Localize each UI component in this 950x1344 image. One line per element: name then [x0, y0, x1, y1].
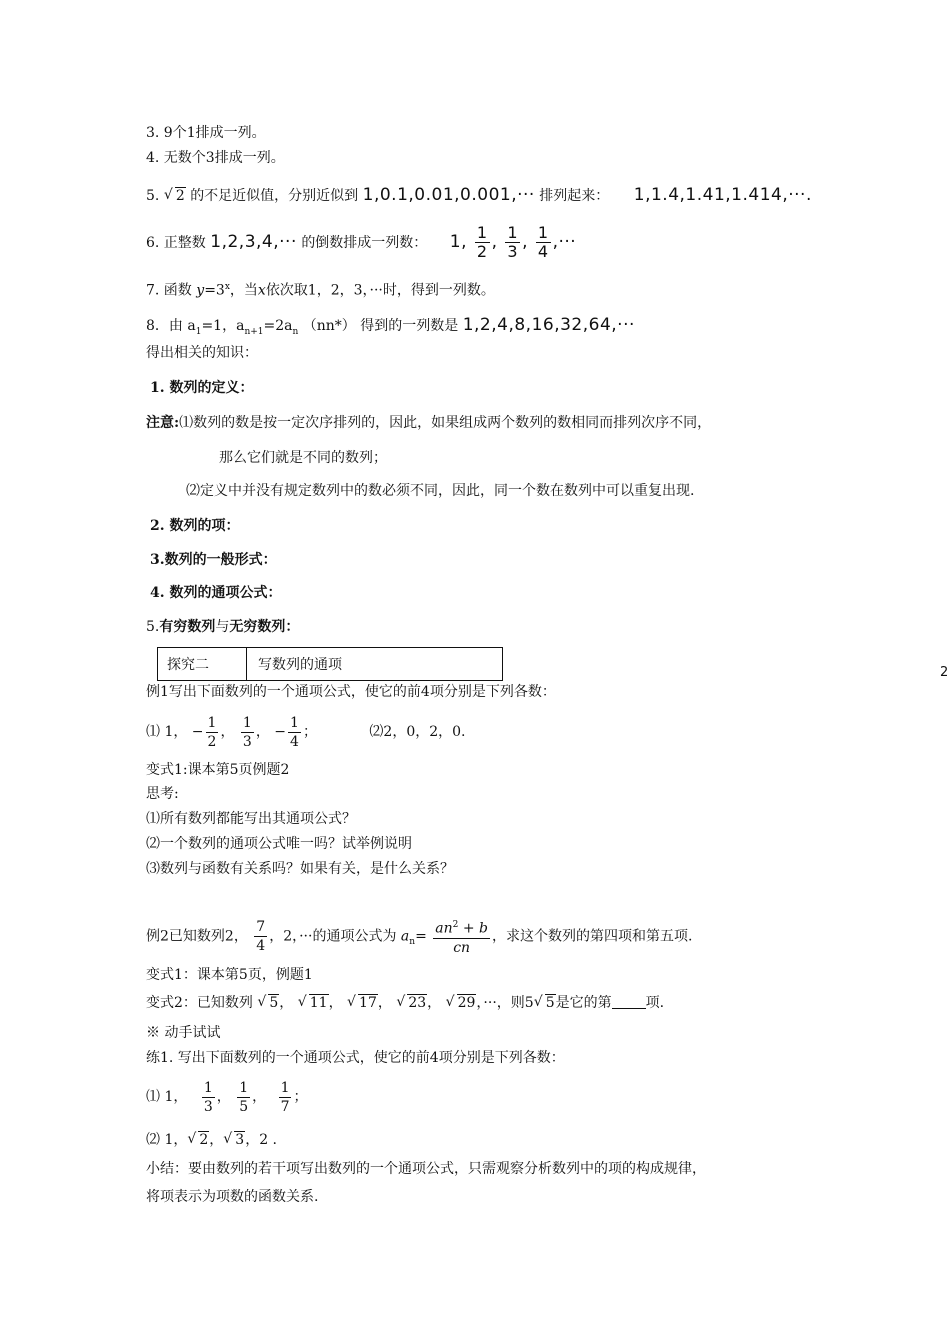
item-4: 4. 无数个3排成一列。 [146, 150, 285, 166]
think-q1: ⑴所有数列都能写出其通项公式？ [146, 811, 356, 827]
practice-1-part1: ⑴ 1， $\frac{1}{3}$ ， $\frac{1}{5}$ ， $\frac{1}{7}$ ； [146, 1079, 308, 1115]
think-label: 思考: [146, 786, 179, 802]
explore-label: 探究二 [167, 657, 209, 673]
item-5: 5. √ 2 的不足近似值，分别近似到 1,0.1,0.01,0.001,··· 排列起来： 1,1.4,1.41,1.414,···. [146, 186, 812, 205]
sqrt-2: √ 2 [164, 187, 186, 205]
try-it: ※ 动手试试 [146, 1025, 221, 1041]
explore-box [157, 647, 503, 681]
note-1: 注意:⑴数列的数是按一定次序排列的，因此，如果组成两个数列的数相同而排列次序不同， [146, 415, 712, 431]
formula-heading: 4. 数列的通项公式： [150, 585, 282, 601]
note-2: ⑵定义中并没有规定数列中的数必须不同，因此，同一个数在数列中可以重复出现. [186, 483, 695, 499]
seq-integers: 1,2,3,4,··· [210, 232, 297, 252]
example-1-parts: ⑴ 1， − $\frac{1}{2}$ ， $\frac{1}{3}$ ， − $\frac{1}{4}$ ； ⑵2，0，2，0. [146, 714, 466, 750]
variant-2: 变式2：已知数列 √ 5， √ 11， √ 17， √ 23， √ 29，···，则5√ 5是它的第 项. [146, 994, 664, 1012]
practice-1-part2: ⑵ 1，√ 2，√ 3，2 . [146, 1131, 277, 1149]
variant-1: 变式1:课本第5页例题2 [146, 762, 290, 778]
seq-reciprocals: 1, $\frac{1}{2}$ , $\frac{1}{3}$ , $\frac{1}{4}$ ,··· [449, 222, 577, 261]
seq-powers: 1,2,4,8,16,32,64,··· [462, 315, 635, 335]
think-q3: ⑶数列与函数有关系吗？如果有关，是什么关系？ [146, 861, 454, 877]
think-q2: ⑵一个数列的通项公式唯一吗？试举例说明 [146, 836, 412, 852]
general-heading: 3.数列的一般形式： [150, 552, 277, 568]
answer-blank [612, 994, 646, 1009]
item-8: 8．由 $a_1=1$，$a_{n+1}=2a_n$ （nn*） 得到的一列数是 1,2,4,8,16,32,64,··· [146, 315, 635, 337]
explore-title: 写数列的通项 [258, 657, 342, 673]
item-6: 6. 正整数 1,2,3,4,··· 的倒数排成一列数： 1, $\frac{1}{2}$ , $\frac{1}{3}$ , $\frac{1}{4}$ ,··· [146, 222, 577, 261]
example-1: 例1写出下面数列的一个通项公式，使它的前4项分别是下列各数： [146, 684, 556, 700]
example-2: 例2已知数列2， $\frac{7}{4}$ ，2，···的通项公式为 $a_n=$ $\frac{an^2 + b}{cn}$ ，求这个数列的第四项和第五项. [146, 916, 692, 962]
practice-1: 练1. 写出下面数列的一个通项公式，使它的前4项分别是下列各数： [146, 1050, 565, 1066]
summary-line-2: 将项表示为项数的函数关系. [146, 1189, 319, 1205]
finite-heading: 5.有穷数列与无穷数列： [146, 619, 300, 635]
variant-1b: 变式1：课本第5页，例题1 [146, 967, 313, 983]
seq-sqrt2: 1,1.4,1.41,1.414,···. [633, 185, 812, 205]
item-7: 7. 函数 $y=3^x$，当x依次取1，2，3，···时，得到一列数。 [146, 282, 495, 299]
page-number: 2 [940, 665, 949, 680]
summary-line-1: 小结：要由数列的若干项写出数列的一个通项公式，只需观察分析数列中的项的构成规律， [146, 1161, 706, 1177]
knowledge-intro: 得出相关的知识： [146, 345, 258, 361]
item-3: 3. 9个1排成一列。 [146, 125, 266, 141]
seq-approx: 1,0.1,0.01,0.001,··· [362, 185, 535, 205]
def-heading: 1. 数列的定义： [150, 380, 254, 396]
term-heading: 2. 数列的项： [150, 518, 240, 534]
note-1-cont: 那么它们就是不同的数列； [219, 450, 387, 466]
